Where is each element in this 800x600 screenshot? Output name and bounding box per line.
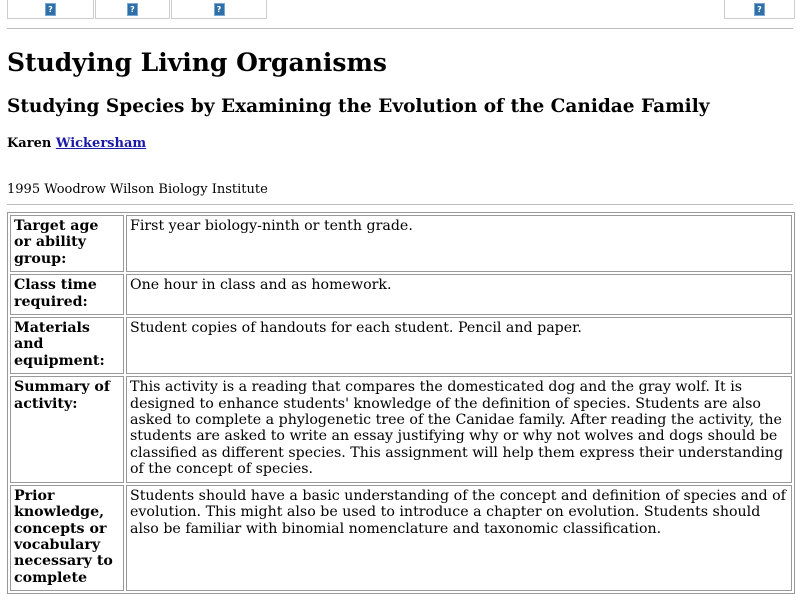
row-label: Target age or ability group:	[10, 215, 124, 272]
institute: 1995 Woodrow Wilson Biology Institute	[7, 182, 268, 197]
row-value: Students should have a basic understanding of the concept and definition of species and of evolution. This might also be used to introduce a chapter on evolution. Students should also be familiar with binomial nomenclature and taxonomic classification.	[126, 485, 792, 591]
nav-button-1[interactable]	[7, 0, 94, 19]
table-row	[10, 317, 792, 374]
page-subtitle: Studying Species by Examining the Evolution of the Canidae Family	[7, 96, 710, 117]
help-icon: ?	[214, 3, 225, 16]
row-value: This activity is a reading that compares the domesticated dog and the gray wolf. It is designed to enhance students' knowledge of the definition of species. Students are also asked to complete a phylogenetic tree of the Canidae family. After reading the activity, the students are asked to write an essay justifying why or why not wolves and dogs should be classified as different species. This assignment will help them express their understanding of the concept of species.	[126, 376, 792, 482]
help-icon: ?	[127, 3, 138, 16]
author-link[interactable]: Wickersham	[55, 136, 147, 151]
row-value: Student copies of handouts for each student. Pencil and paper.	[126, 317, 792, 374]
table-row	[10, 485, 792, 591]
divider	[7, 204, 793, 205]
row-label: Prior knowledge, concepts or vocabulary necessary to complete	[10, 485, 124, 591]
help-icon: ?	[45, 3, 56, 16]
table-row	[10, 274, 792, 315]
row-label: Class time required:	[10, 274, 124, 315]
info-table	[7, 212, 795, 594]
table-row	[10, 376, 792, 482]
row-value: First year biology-ninth or tenth grade.	[126, 215, 792, 272]
author-first-name: Karen	[7, 136, 52, 151]
divider	[7, 28, 793, 29]
nav-button-2[interactable]	[95, 0, 170, 19]
nav-button-4[interactable]	[724, 0, 795, 19]
row-value: One hour in class and as homework.	[126, 274, 792, 315]
row-label: Summary of activity:	[10, 376, 124, 482]
nav-button-3[interactable]	[171, 0, 267, 19]
author	[7, 136, 146, 151]
page-title: Studying Living Organisms	[7, 48, 388, 77]
row-label: Materials and equipment:	[10, 317, 124, 374]
table-row	[10, 215, 792, 272]
help-icon: ?	[754, 3, 765, 16]
